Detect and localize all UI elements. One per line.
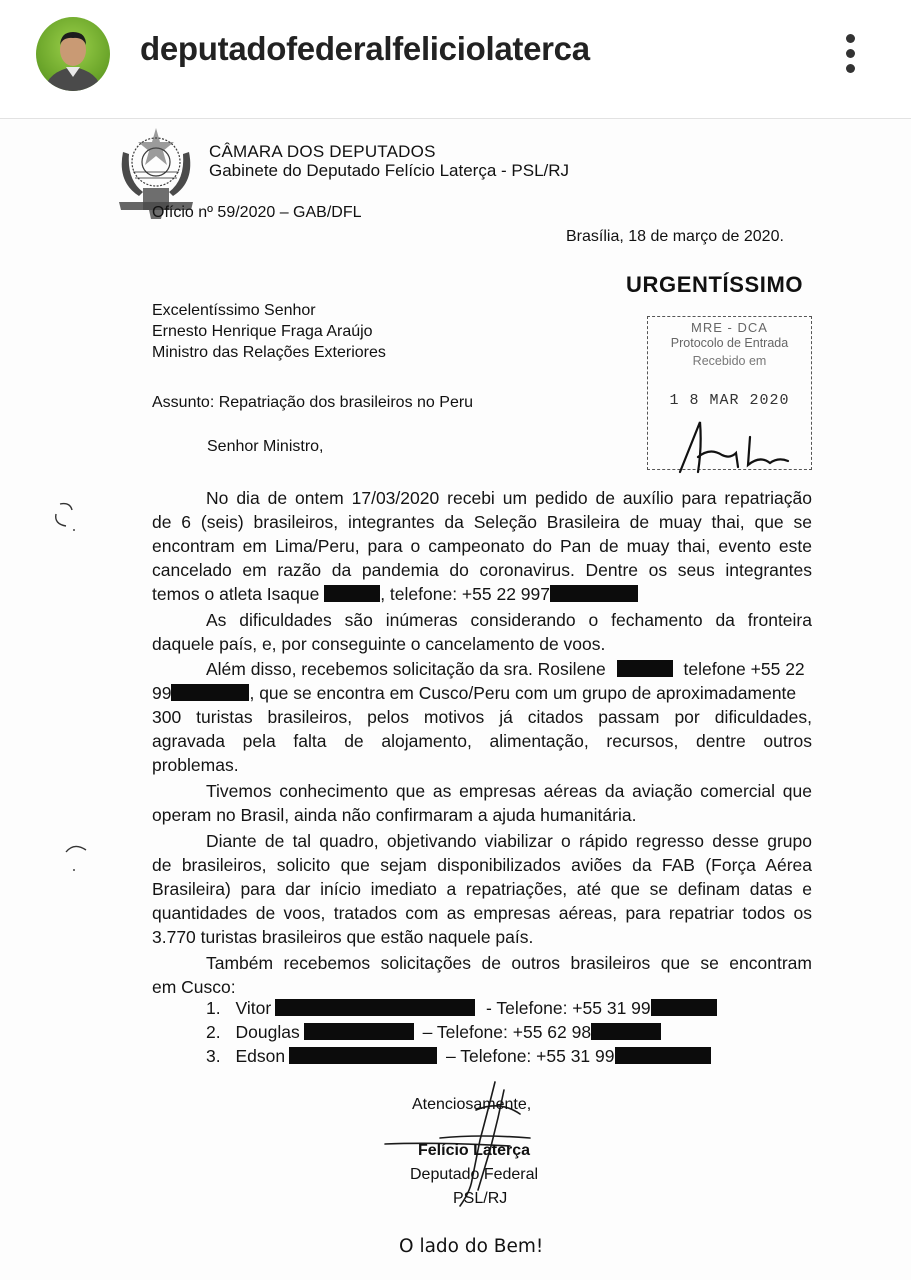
- paragraph-line: [152, 582, 812, 606]
- letterhead-org: CÂMARA DOS DEPUTADOS: [209, 142, 436, 161]
- addressee-line: Excelentíssimo Senhor: [152, 302, 316, 319]
- list-phone: - Telefone: +55 31 99: [486, 998, 651, 1018]
- list-item: [206, 1022, 661, 1043]
- redaction-bar: [304, 1023, 414, 1040]
- list-phone: – Telefone: +55 62 98: [422, 1022, 592, 1042]
- paragraph-line: 300 turistas brasileiros, pelos motivos já citados passam por dificuldades,: [152, 707, 812, 727]
- stamp-line: MRE - DCA: [691, 320, 768, 335]
- punch-hole-mark-icon: [64, 838, 90, 874]
- paragraph-line: No dia de ontem 17/03/2020 recebi um pedido de auxílio para repatriação: [206, 488, 812, 508]
- redaction-bar: [275, 999, 475, 1016]
- letterhead-office: Gabinete do Deputado Felício Laterça - PSL/RJ: [209, 161, 570, 180]
- priority-label: URGENTÍSSIMO: [626, 272, 804, 297]
- text-segment: temos o atleta Isaque: [152, 584, 320, 604]
- profile-avatar[interactable]: [36, 17, 110, 91]
- list-name: Vitor: [235, 998, 272, 1018]
- redaction-bar: [651, 999, 717, 1016]
- paragraph-line: de brasileiros, solicito que sejam disponibilizados aviões da FAB (Força Aérea: [152, 855, 812, 875]
- list-phone: – Telefone: +55 31 99: [445, 1046, 615, 1066]
- paragraph-line: em Cusco:: [152, 977, 236, 997]
- signatory-party: PSL/RJ: [453, 1190, 508, 1207]
- document-subject: Assunto: Repatriação dos brasileiros no Peru: [152, 394, 474, 411]
- salutation: Senhor Ministro,: [207, 438, 324, 455]
- closing-greeting: Atenciosamente,: [412, 1096, 532, 1113]
- body-paragraph: [152, 657, 812, 777]
- signatory-name: Felício Laterça: [418, 1142, 531, 1159]
- stamp-signature-icon: [670, 417, 800, 477]
- letter-motto: O lado do Bem!: [399, 1236, 544, 1257]
- document-date: Brasília, 18 de março de 2020.: [566, 228, 784, 245]
- redaction-bar: [591, 1023, 661, 1040]
- redaction-bar: [289, 1047, 437, 1064]
- paragraph-line: Brasileira) para dar início imediato a repatriações, até que se definam datas e: [152, 879, 812, 899]
- list-item: [206, 1046, 711, 1067]
- paragraph-line: Também recebemos solicitações de outros brasileiros que se encontram: [206, 953, 812, 973]
- paragraph-line: operam no Brasil, ainda não confirmaram a ajuda humanitária.: [152, 805, 637, 825]
- paragraph-line: 3.770 turistas brasileiros que estão naquele país.: [152, 927, 534, 947]
- list-name: Douglas: [235, 1022, 300, 1042]
- paragraph-line: encontram em Lima/Peru, para o campeonato do Pan de muay thai, evento este: [152, 536, 812, 556]
- paragraph-line: cancelado em razão da pandemia do coronavirus. Dentre os seus integrantes: [152, 560, 812, 580]
- body-paragraph: [152, 608, 812, 656]
- paragraph-line: problemas.: [152, 755, 239, 775]
- protocol-stamp: [647, 316, 812, 470]
- text-segment: , telefone: +55 22 997: [380, 584, 550, 604]
- redaction-bar: [324, 585, 380, 602]
- text-segment: , que se encontra em Cusco/Peru com um grupo de aproximadamente: [249, 683, 797, 703]
- redaction-bar: [615, 1047, 711, 1064]
- paragraph-line: Diante de tal quadro, objetivando viabilizar o rápido regresso desse grupo: [206, 831, 812, 851]
- paragraph-line: Tivemos conhecimento que as empresas aéreas da aviação comercial que: [206, 781, 812, 801]
- signatory-role: Deputado Federal: [410, 1166, 539, 1183]
- paragraph-line: [152, 657, 812, 681]
- paragraph-line: de 6 (seis) brasileiros, integrantes da Seleção Brasileira de muay thai, que se: [152, 512, 812, 532]
- list-number: 2.: [206, 1022, 221, 1042]
- redaction-bar: [171, 684, 249, 701]
- post-header: [0, 0, 911, 116]
- text-segment: telefone +55 22: [683, 659, 805, 679]
- document-reference: Ofício nº 59/2020 – GAB/DFL: [152, 204, 362, 221]
- stamp-date: 1 8 MAR 2020: [669, 392, 790, 409]
- username[interactable]: deputadofederalfeliciolaterca: [140, 30, 590, 67]
- body-paragraph: [152, 779, 812, 827]
- redaction-bar: [550, 585, 638, 602]
- body-paragraph: [152, 951, 812, 999]
- paragraph-line: daquele país, e, por conseguinte o cancelamento de voos.: [152, 634, 606, 654]
- list-name: Edson: [235, 1046, 286, 1066]
- text-segment: 99: [152, 683, 172, 703]
- paragraph-line: quantidades de voos, tratados com as empresas aéreas, para repatriar todos os: [152, 903, 812, 923]
- stamp-line: Protocolo de Entrada: [670, 336, 789, 350]
- body-paragraph: [152, 829, 812, 949]
- punch-hole-mark-icon: [52, 500, 78, 536]
- addressee-line: Ministro das Relações Exteriores: [152, 344, 386, 361]
- list-number: 1.: [206, 998, 221, 1018]
- text-segment: Além disso, recebemos solicitação da sra. Rosilene: [206, 659, 606, 679]
- list-number: 3.: [206, 1046, 221, 1066]
- paragraph-line: As dificuldades são inúmeras considerando o fechamento da fronteira: [206, 610, 812, 630]
- body-paragraph: [152, 486, 812, 606]
- redaction-bar: [617, 660, 673, 677]
- profile-photo-icon: [36, 17, 110, 91]
- addressee-line: Ernesto Henrique Fraga Araújo: [152, 323, 373, 340]
- paragraph-line: agravada pela falta de alojamento, alimentação, recursos, dentre outros: [152, 731, 812, 751]
- stamp-line: Recebido em: [692, 354, 767, 368]
- paragraph-line: [152, 681, 812, 705]
- list-item: [206, 998, 717, 1019]
- more-options-icon[interactable]: [842, 34, 858, 78]
